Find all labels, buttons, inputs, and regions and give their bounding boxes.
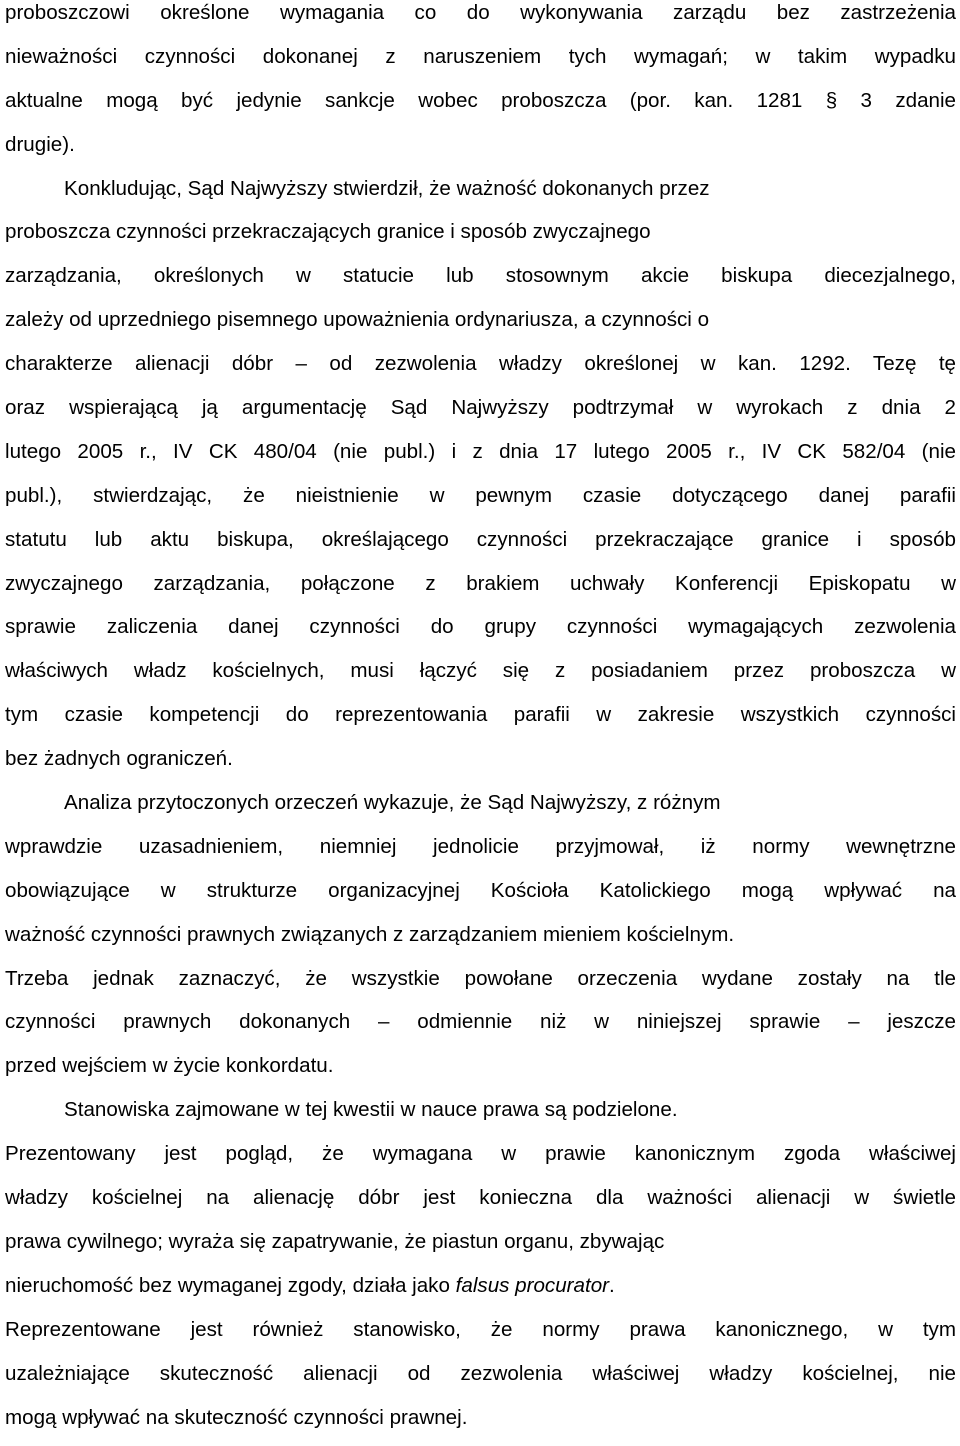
text-line: wprawdzie uzasadnieniem, niemniej jednolicie przyjmował, iż normy wewnętrzne: [5, 834, 956, 858]
text-line: drugie).: [5, 132, 75, 156]
text-line: zarządzania, określonych w statucie lub stosownym akcie biskupa diecezjalnego,: [5, 264, 956, 288]
text-line: charakterze alienacji dóbr – od zezwolenia władzy określonej w kan. 1292. Tezę tę: [5, 352, 956, 376]
text-line: publ.), stwierdzając, że nieistnienie w pewnym czasie dotyczącego danej parafii: [5, 483, 956, 507]
text-line: właściwych władz kościelnych, musi łączyć się z posiadaniem przez proboszcza w: [5, 659, 956, 683]
text-line: przed wejściem w życie konkordatu.: [5, 1054, 334, 1078]
text-line: obowiązujące w strukturze organizacyjnej Kościoła Katolickiego mogą wpływać na: [5, 878, 956, 902]
text-line: statutu lub aktu biskupa, określającego czynności przekraczające granice i sposób: [5, 527, 956, 551]
text-line: proboszcza czynności przekraczających granice i sposób zwyczajnego: [5, 220, 651, 244]
text-line: oraz wspierającą ją argumentację Sąd Najwyższy podtrzymał w wyrokach z dnia 2: [5, 396, 956, 420]
text-segment: nieruchomość bez wymaganej zgody, działa jako: [5, 1273, 456, 1297]
text-line: nieważności czynności dokonanej z naruszeniem tych wymagań; w takim wypadku: [5, 44, 956, 68]
text-segment: .: [609, 1273, 615, 1297]
paragraph-start-line: Analiza przytoczonych orzeczeń wykazuje, że Sąd Najwyższy, z różnym: [64, 791, 721, 815]
text-line: zależy od uprzedniego pisemnego upoważnienia ordynariusza, a czynności o: [5, 308, 710, 332]
italic-term: falsus procurator: [455, 1273, 610, 1297]
text-line: proboszczowi określone wymagania co do wykonywania zarządu bez zastrzeżenia: [5, 1, 956, 24]
text-line: czynności prawnych dokonanych – odmiennie niż w niniejszej sprawie – jeszcze: [5, 1010, 956, 1034]
text-line: Prezentowany jest pogląd, że wymagana w prawie kanonicznym zgoda właściwej: [5, 1142, 956, 1166]
text-line: Trzeba jednak zaznaczyć, że wszystkie powołane orzeczenia wydane zostały na tle: [5, 966, 956, 990]
text-line: uzależniające skuteczność alienacji od zezwolenia właściwej władzy kościelnej, nie: [5, 1361, 956, 1385]
text-line: ważność czynności prawnych związanych z zarządzaniem mieniem kościelnym.: [5, 922, 735, 946]
text-line: aktualne mogą być jedynie sankcje wobec proboszcza (por. kan. 1281 § 3 zdanie: [5, 88, 956, 112]
text-line: sprawie zaliczenia danej czynności do grupy czynności wymagających zezwolenia: [5, 615, 956, 639]
text-line: zwyczajnego zarządzania, połączone z brakiem uchwały Konferencji Episkopatu w: [5, 571, 956, 595]
text-line: prawa cywilnego; wyraża się zapatrywanie, że piastun organu, zbywając: [5, 1229, 665, 1253]
text-line: bez żadnych ograniczeń.: [5, 747, 233, 771]
text-line: Reprezentowane jest również stanowisko, że normy prawa kanonicznego, w tym: [5, 1317, 956, 1341]
paragraph-start-line: Stanowiska zajmowane w tej kwestii w nauce prawa są podzielone.: [64, 1098, 678, 1122]
paragraph-start-line: Konkludując, Sąd Najwyższy stwierdził, że ważność dokonanych przez: [64, 176, 710, 200]
text-line: tym czasie kompetencji do reprezentowania parafii w zakresie wszystkich czynności: [5, 703, 956, 727]
text-line-with-italic: [5, 1264, 956, 1308]
text-line: władzy kościelnej na alienację dóbr jest konieczna dla ważności alienacji w świetle: [5, 1186, 956, 1210]
text-line: mogą wpływać na skuteczność czynności prawnej.: [5, 1405, 468, 1429]
text-line: lutego 2005 r., IV CK 480/04 (nie publ.) i z dnia 17 lutego 2005 r., IV CK 582/04 (nie: [5, 439, 956, 463]
